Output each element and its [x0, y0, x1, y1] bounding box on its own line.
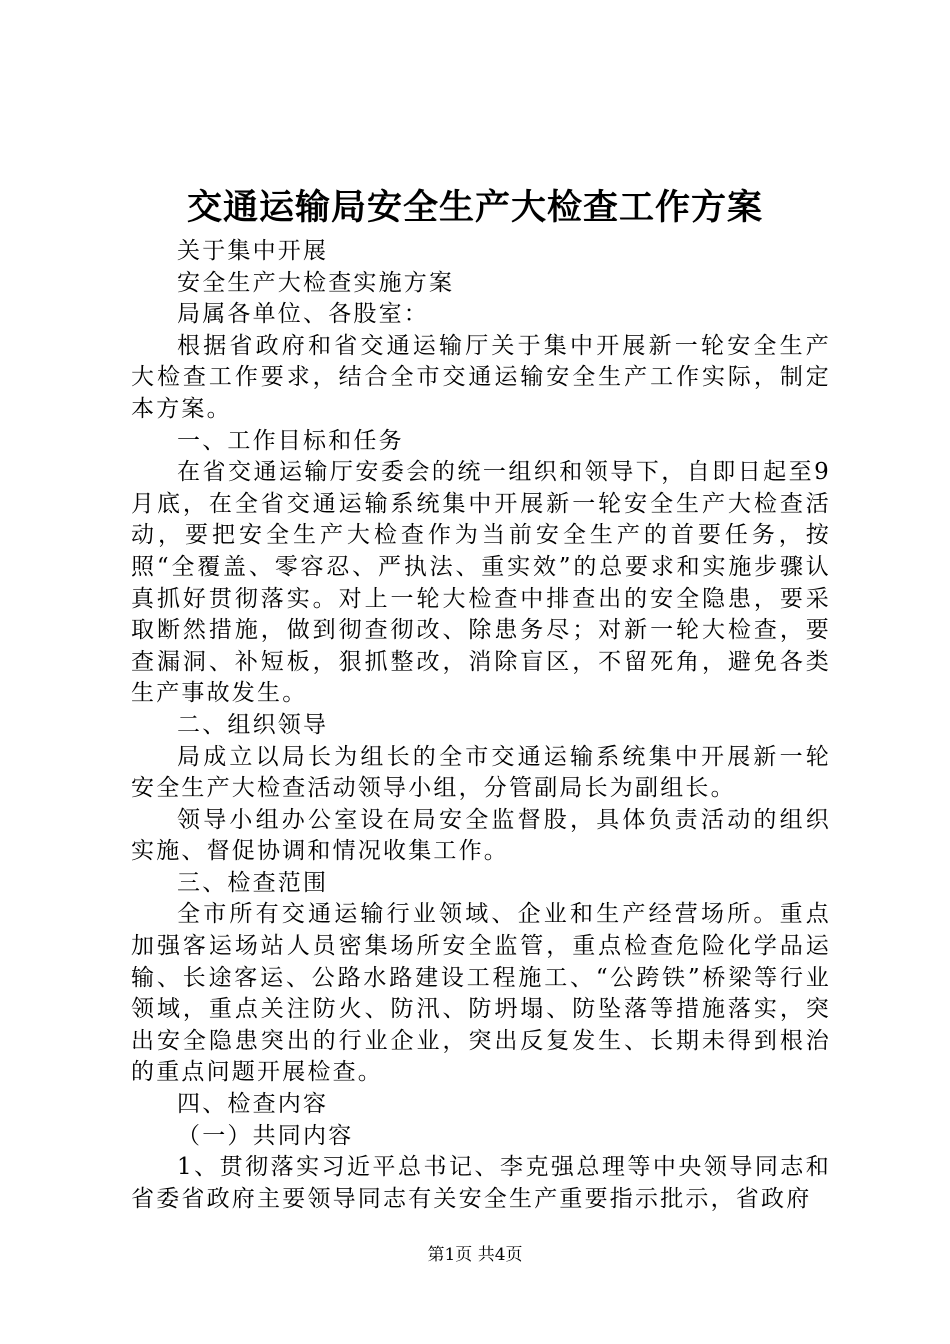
- subsection-heading: （一）共同内容: [177, 1122, 354, 1149]
- section-heading: 二、组织领导: [177, 711, 329, 738]
- document-title: 交通运输局安全生产大检查工作方案: [186, 187, 763, 228]
- document-body: [131, 236, 831, 1215]
- paragraph: 根据省政府和省交通运输厅关于集中开展新一轮安全生产大检查工作要求，结合全市交通运输安全生产工作实际，制定本方案。: [131, 332, 831, 422]
- section-heading: 四、检查内容: [177, 1091, 329, 1118]
- paragraph: 全市所有交通运输行业领域、企业和生产经营场所。重点加强客运场站人员密集场所安全监管，重点检查危险化学品运输、长途客运、公路水路建设工程施工、“公跨铁”桥梁等行业领域，重点关注防火、防汛、防坍塌、防坠落等措施落实，突出安全隐患突出的行业企业，突出反复发生、长期未得到根治的重点问题开展检查。: [131, 901, 831, 1086]
- paragraph: 在省交通运输厅安委会的统一组织和领导下，自即日起至9月底，在全省交通运输系统集中开展新一轮安全生产大检查活动，要把安全生产大检查作为当前安全生产的首要任务，按照“全覆盖、零容忍、严执法、重实效”的总要求和实施步骤认真抓好贯彻落实。对上一轮大检查中排查出的安全隐患，要采取断然措施，做到彻查彻改、除患务尽；对新一轮大检查，要查漏洞、补短板，狠抓整改，消除盲区，不留死角，避免各类生产事故发生。: [131, 459, 831, 707]
- paragraph: 1、贯彻落实习近平总书记、李克强总理等中央领导同志和省委省政府主要领导同志有关安全生产重要指示批示，省政府: [131, 1154, 831, 1212]
- section-heading: 三、检查范围: [177, 869, 329, 896]
- page-number-footer: 第1页 共4页: [427, 1245, 523, 1265]
- paragraph: 局成立以局长为组长的全市交通运输系统集中开展新一轮安全生产大检查活动领导小组，分管副局长为副组长。: [131, 743, 831, 802]
- paragraph: 领导小组办公室设在局安全监督股，具体负责活动的组织实施、督促协调和情况收集工作。: [131, 806, 831, 865]
- section-heading: 一、工作目标和任务: [177, 427, 404, 454]
- paragraph: 关于集中开展: [177, 238, 329, 264]
- paragraph: 安全生产大检查实施方案: [177, 269, 455, 296]
- salutation: 局属各单位、各股室：: [177, 301, 429, 328]
